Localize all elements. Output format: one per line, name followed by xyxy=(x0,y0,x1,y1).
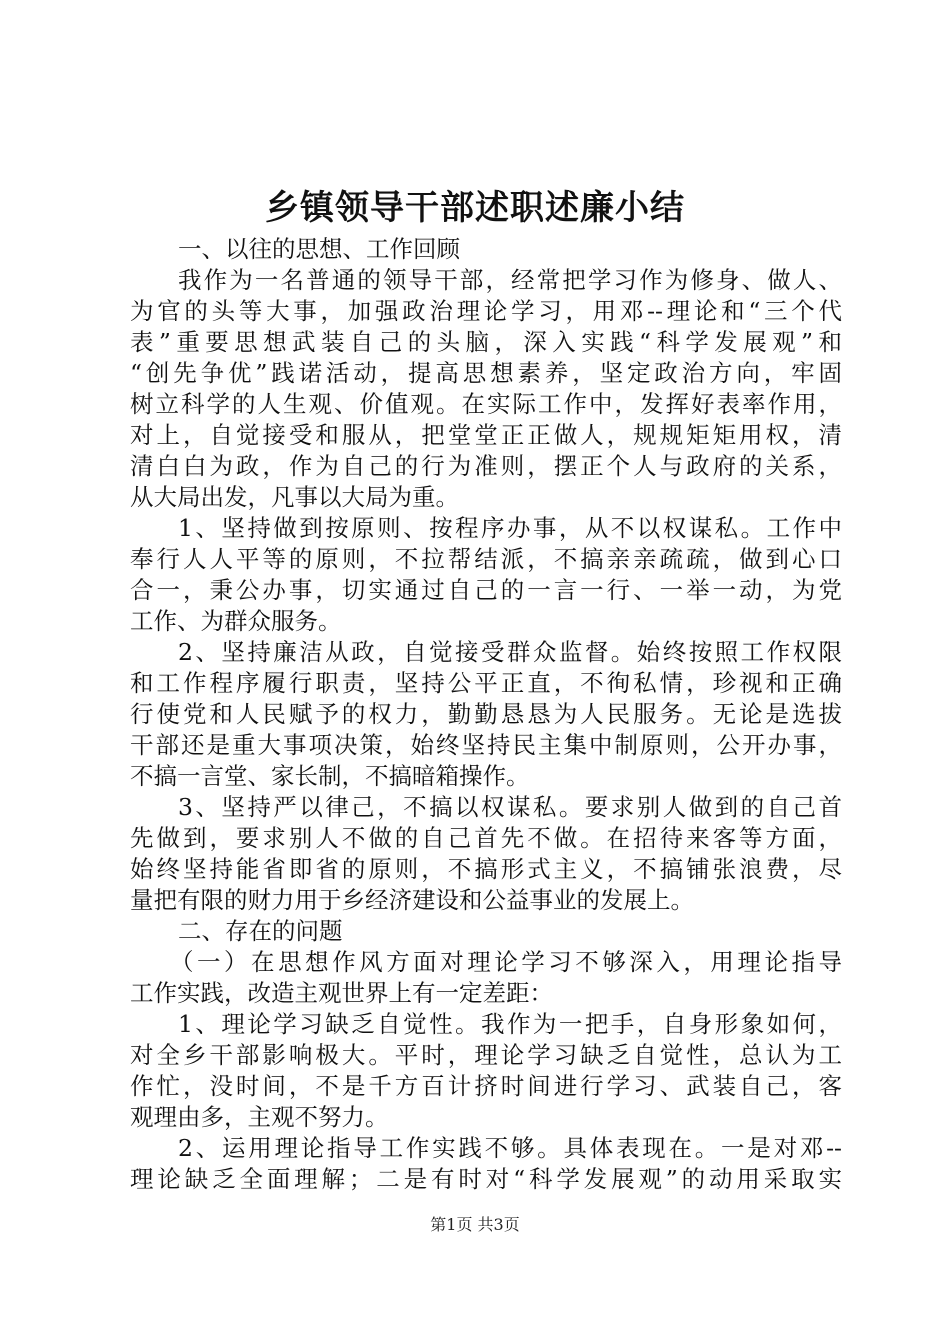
section-heading: 二、存在的问题 xyxy=(178,917,343,945)
paragraph-line: 始终坚持能省即省的原则，不搞形式主义，不搞铺张浪费，尽 xyxy=(130,855,842,883)
page-number: 第1页 共3页 xyxy=(430,1215,520,1234)
paragraph-line: 奉行人人平等的原则，不拉帮结派，不搞亲亲疏疏，做到心口 xyxy=(130,545,842,573)
paragraph-line: 观理由多，主观不努力。 xyxy=(130,1103,389,1131)
paragraph-line: 行使党和人民赋予的权力，勤勤恳恳为人民服务。无论是选拔 xyxy=(130,700,842,728)
document-body xyxy=(130,234,842,1195)
paragraph-line: 对全乡干部影响极大。平时，理论学习缺乏自觉性，总认为工 xyxy=(130,1041,842,1069)
paragraph-line: 1、理论学习缺乏自觉性。我作为一把手，自身形象如何， xyxy=(178,1010,842,1038)
paragraph-line: 理论缺乏全面理解；二是有时对“科学发展观”的动用采取实 xyxy=(130,1165,842,1193)
paragraph-line: （一）在思想作风方面对理论学习不够深入，用理论指导 xyxy=(170,948,842,976)
paragraph-line: 我作为一名普通的领导干部，经常把学习作为修身、做人、 xyxy=(178,266,842,294)
paragraph-line: 工作实践，改造主观世界上有一定差距： xyxy=(130,979,553,1007)
paragraph-line: 工作、为群众服务。 xyxy=(130,607,342,635)
paragraph-line: 表”重要思想武装自己的头脑，深入实践“科学发展观”和 xyxy=(130,328,842,356)
paragraph-line: 先做到，要求别人不做的自己首先不做。在招待来客等方面， xyxy=(130,824,842,852)
paragraph-line: 作忙，没时间，不是千方百计挤时间进行学习、武装自己，客 xyxy=(130,1072,842,1100)
paragraph-line: 对上，自觉接受和服从，把堂堂正正做人，规规矩矩用权，清 xyxy=(130,421,842,449)
paragraph-line: 为官的头等大事，加强政治理论学习，用邓--理论和“三个代 xyxy=(130,297,842,325)
paragraph-line: 1、坚持做到按原则、按程序办事，从不以权谋私。工作中 xyxy=(178,514,842,542)
paragraph-line: 3、坚持严以律己，不搞以权谋私。要求别人做到的自己首 xyxy=(178,793,842,821)
document-title: 乡镇领导干部述职述廉小结 xyxy=(265,188,685,228)
paragraph-line: 树立科学的人生观、价值观。在实际工作中，发挥好表率作用， xyxy=(130,390,842,418)
paragraph-line: 清白白为政，作为自己的行为准则，摆正个人与政府的关系， xyxy=(130,452,842,480)
section-heading: 一、以往的思想、工作回顾 xyxy=(178,235,460,263)
paragraph-line: 干部还是重大事项决策，始终坚持民主集中制原则，公开办事， xyxy=(130,731,842,759)
paragraph-line: 量把有限的财力用于乡经济建设和公益事业的发展上。 xyxy=(130,886,694,914)
paragraph-line: “创先争优”践诺活动，提高思想素养，坚定政治方向，牢固 xyxy=(130,359,842,387)
paragraph-line: 和工作程序履行职责，坚持公平正直，不徇私情，珍视和正确 xyxy=(130,669,842,697)
paragraph-line: 2、坚持廉洁从政，自觉接受群众监督。始终按照工作权限 xyxy=(178,638,842,666)
paragraph-line: 不搞一言堂、家长制，不搞暗箱操作。 xyxy=(130,762,530,790)
paragraph-line: 2、运用理论指导工作实践不够。具体表现在。一是对邓-- xyxy=(178,1134,842,1162)
paragraph-line: 从大局出发，凡事以大局为重。 xyxy=(130,483,459,511)
paragraph-line: 合一，秉公办事，切实通过自己的一言一行、一举一动，为党 xyxy=(130,576,842,604)
